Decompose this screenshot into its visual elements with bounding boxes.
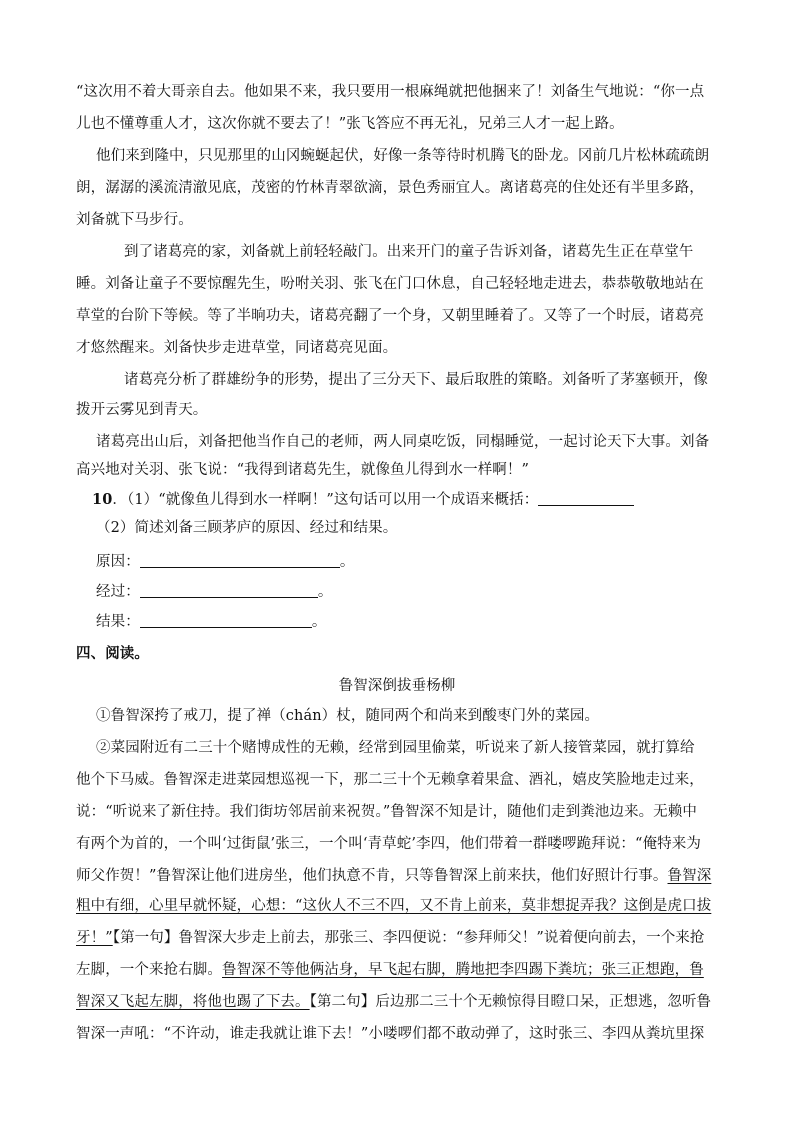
answer-blank-idiom[interactable] <box>538 491 634 506</box>
question-10-part1-text: ．（1）“就像鱼儿得到水一样啊！”这句话可以用一个成语来概括： <box>112 492 539 508</box>
reading-p2-line-7-rest: 【第一句】鲁智深大步走上前去，那张三、李四便说：“参拜师父！”说着便向前去，一个来抢 <box>112 930 705 946</box>
reading-p2-line-8-plain: 左脚，一个来抢右脚。 <box>76 962 222 978</box>
process-period: 。 <box>317 584 333 600</box>
result-period: 。 <box>311 614 327 630</box>
process-label: 经过： <box>96 584 140 600</box>
reading-p2-line-8-underlined: 鲁智深不等他俩沾身，早飞起右脚，腾地把李四踢下粪坑；张三正想跑，鲁 <box>222 962 704 978</box>
reading-paragraph-1: ①鲁智深挎了戒刀，提了禅（chán）杖，随同两个和尚来到酸枣门外的菜园。 <box>96 708 600 724</box>
story-line-7: 睡。刘备让童子不要惊醒先生，吩咐关羽、张飞在门口休息，自己轻轻地走进去，恭恭敬敬地站在 <box>76 276 704 292</box>
story-line-9: 才悠然醒来。刘备快步走进草堂，同诸葛亮见面。 <box>76 340 398 356</box>
answer-reason-row <box>96 552 746 572</box>
story-line-13: 高兴地对关羽、张飞说：“我得到诸葛先生，就像鱼儿得到水一样啊！” <box>76 462 530 478</box>
reading-p2-line-8 <box>76 960 726 980</box>
underlined-sentence-2: 智深又飞起左脚，将他也踢了下去。 <box>76 994 310 1010</box>
answer-blank-reason[interactable] <box>140 553 340 568</box>
answer-blank-result[interactable] <box>140 613 312 628</box>
story-line-10: 诸葛亮分析了群雄纷争的形势，提出了三分天下、最后取胜的策略。刘备听了茅塞顿开，像 <box>124 372 708 388</box>
reading-p2-line-7 <box>76 928 726 948</box>
question-10-part2: （2）简述刘备三顾茅庐的原因、经过和结果。 <box>96 520 398 536</box>
answer-blank-process[interactable] <box>140 583 318 598</box>
reading-p2-line-5 <box>76 866 726 886</box>
reading-p2-line-5-text: 师父作贺！”鲁智深让他们进房坐，他们执意不肯，只等鲁智深上前来扶，他们好照计行事。 <box>76 868 668 884</box>
result-label: 结果： <box>96 614 140 630</box>
reading-p2-line-6-underlined: 粗中有细，心里早就怀疑，心想：“这伙人不三不四，又不肯上前来，莫非想捉弄我？这倒是虎口拔 <box>76 898 712 914</box>
reading-p2-line-8-text <box>76 962 704 978</box>
story-line-1: “这次用不着大哥亲自去。他如果不来，我只要用一根麻绳就把他捆来了！刘备生气地说：“你一点 <box>76 84 705 100</box>
story-line-6: 到了诸葛亮的家，刘备就上前轻轻敲门。出来开门的童子告诉刘备，诸葛先生正在草堂午 <box>124 244 694 260</box>
section-heading: 四、阅读。 <box>76 645 149 662</box>
underlined-sentence-end: 牙！” <box>76 930 113 946</box>
reading-p2-line-10: 智深一声吼：“不许动，谁走我就让谁下去！”小喽啰们都不敢动弹了，这时张三、李四从粪坑里探 <box>76 1026 705 1042</box>
story-line-12: 诸葛亮出山后，刘备把他当作自己的老师，两人同桌吃饭，同榻睡觉，一起讨论天下大事。刘备 <box>96 434 710 450</box>
reason-period: 。 <box>339 554 355 570</box>
story-line-8: 草堂的台阶下等候。等了半晌功夫，诸葛亮翻了一个身，又朝里睡着了。又等了一个时辰，诸葛亮 <box>76 308 704 324</box>
answer-process-row <box>96 582 746 602</box>
reading-p2-line-9 <box>76 992 726 1012</box>
question-number: 10 <box>92 491 113 508</box>
story-line-3: 他们来到隆中，只见那里的山冈蜿蜒起伏，好像一条等待时机腾飞的卧龙。冈前几片松林疏疏朗 <box>96 148 710 164</box>
question-10-part1 <box>92 490 742 510</box>
reading-p2-line-3: 说：“听说来了新住持。我们街坊邻居前来祝贺。”鲁智深不知是计，随他们走到粪池边来。无赖中 <box>76 804 697 820</box>
story-line-2: 儿也不懂尊重人才，这次你就不要去了！”张飞答应不再无礼，兄弟三人才一起上路。 <box>76 116 624 132</box>
reason-label: 原因： <box>96 554 140 570</box>
reading-p2-line-4: 有两个为首的，一个叫‘过街鼠’张三，一个叫‘青草蛇’李四，他们带着一群喽啰跪拜说：“俺特来为 <box>76 836 701 852</box>
reading-p2-line-2: 他个下马威。鲁智深走进菜园想巡视一下，那二三十个无赖拿着果盒、酒礼，嬉皮笑脸地走过来， <box>76 772 704 788</box>
answer-result-row <box>96 612 746 632</box>
underlined-sentence-start: 鲁智深 <box>667 868 712 884</box>
reading-p2-line-1: ②菜园附近有二三十个赌博成性的无赖，经常到园里偷菜，听说来了新人接管菜园，就打算给 <box>96 740 695 756</box>
story-line-5: 刘备就下马步行。 <box>76 212 193 228</box>
story-line-11: 拨开云雾见到青天。 <box>76 402 208 418</box>
reading-p2-line-9-rest: 【第二句】后边那二三十个无赖惊得目瞪口呆，正想逃，忽听鲁 <box>309 994 712 1010</box>
story-line-4: 朗，潺潺的溪流清澈见底，茂密的竹林青翠欲滴，景色秀丽宜人。离诸葛亮的住处还有半里多路， <box>76 180 704 196</box>
reading-title: 鲁智深倒拔垂杨柳 <box>338 678 456 694</box>
